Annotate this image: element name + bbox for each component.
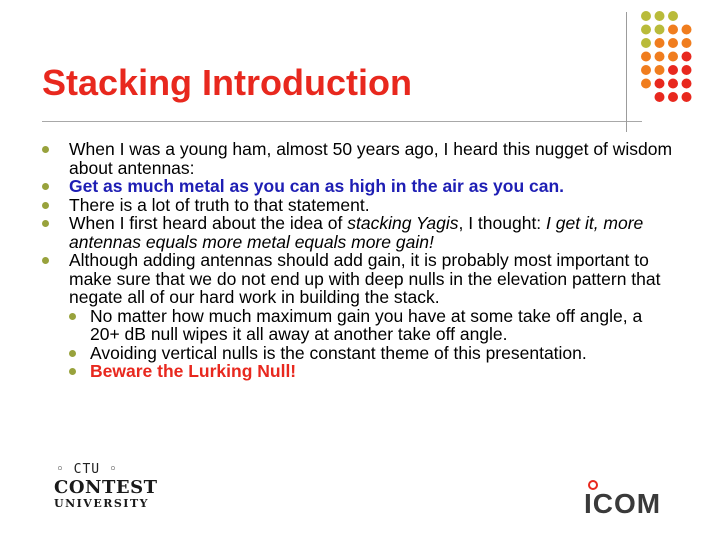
bullet-marker-icon	[42, 202, 49, 209]
sub-bullet-item	[69, 307, 682, 344]
decorative-dot	[668, 92, 678, 102]
bullet-marker-icon	[69, 368, 76, 375]
contest-university-mark: ◦ CTU ◦	[56, 462, 118, 477]
decorative-dot	[682, 52, 692, 62]
sub-bullet-item	[69, 344, 682, 363]
icom-logo: ICOM	[584, 488, 662, 519]
bullet-marker-icon	[42, 146, 49, 153]
decorative-dot	[668, 25, 678, 35]
decorative-dot	[668, 79, 678, 89]
decorative-dot	[655, 38, 665, 48]
bullet-item	[42, 177, 682, 196]
sub-bullet-text: No matter how much maximum gain you have at some take off angle, a 20+ dB null wipes it all away at another take off angle.	[90, 305, 643, 344]
slide-title: Stacking Introduction	[42, 62, 413, 103]
sub-bullet-text-emphasis: Beware the Lurking Null!	[90, 361, 297, 381]
decorative-dot	[682, 79, 692, 89]
bullet-text: Although adding antennas should add gain, it is probably most important to make sure that we do not end up with deep nulls in the elevation pattern that negate all of our hard work in building the stack.	[69, 250, 661, 307]
bullet-item	[42, 251, 682, 307]
vertical-divider	[626, 12, 627, 132]
decorative-dot	[682, 38, 692, 48]
decorative-dot	[655, 25, 665, 35]
sub-bullet-list	[42, 307, 682, 381]
decorative-dot	[655, 65, 665, 75]
bullet-marker-icon	[42, 220, 49, 227]
sub-bullet-item	[69, 362, 682, 381]
decorative-dot	[655, 52, 665, 62]
bullet-text: There is a lot of truth to that statement.	[69, 194, 370, 215]
bullet-marker-icon	[42, 183, 49, 190]
decorative-dot	[641, 65, 651, 75]
bullet-list	[42, 140, 682, 381]
contest-university-line1: CONTEST	[54, 477, 158, 498]
bullet-text-emphasis: Get as much metal as you can as high in the air as you can.	[69, 176, 565, 196]
decorative-dot	[641, 38, 651, 48]
title-divider	[42, 121, 642, 122]
bullet-text	[69, 214, 682, 251]
decorative-dot	[641, 52, 651, 62]
decorative-dot	[641, 25, 651, 35]
decorative-dot	[682, 25, 692, 35]
decorative-dot	[641, 79, 651, 89]
contest-university-line2: UNIVERSITY	[54, 497, 149, 510]
contest-university-logo	[54, 462, 158, 510]
bullet-text: When I was a young ham, almost 50 years ago, I heard this nugget of wisdom about antennas:	[69, 139, 673, 178]
decorative-dot	[655, 11, 665, 21]
bullet-item	[42, 196, 682, 215]
decorative-dot-grid	[640, 10, 700, 110]
bullet-text-italic: I get it, more antennas equals more metal equals more gain!	[69, 213, 644, 252]
bullet-marker-icon	[42, 257, 49, 264]
bullet-marker-icon	[69, 350, 76, 357]
decorative-dot	[655, 92, 665, 102]
decorative-dot	[668, 11, 678, 21]
bullet-text-italic: stacking Yagis	[347, 213, 459, 233]
decorative-dot	[682, 65, 692, 75]
sub-bullet-text: Avoiding vertical nulls is the constant theme of this presentation.	[90, 342, 587, 363]
decorative-dot	[641, 11, 651, 21]
bullet-text-part: When I first heard about the idea of	[69, 213, 348, 233]
decorative-dot	[668, 52, 678, 62]
decorative-dot	[682, 92, 692, 102]
bullet-item	[42, 140, 682, 177]
bullet-text-part: , I thought:	[458, 213, 547, 233]
decorative-dot	[655, 79, 665, 89]
bullet-item	[42, 214, 682, 251]
decorative-dot	[668, 65, 678, 75]
decorative-dot	[668, 38, 678, 48]
bullet-marker-icon	[69, 313, 76, 320]
